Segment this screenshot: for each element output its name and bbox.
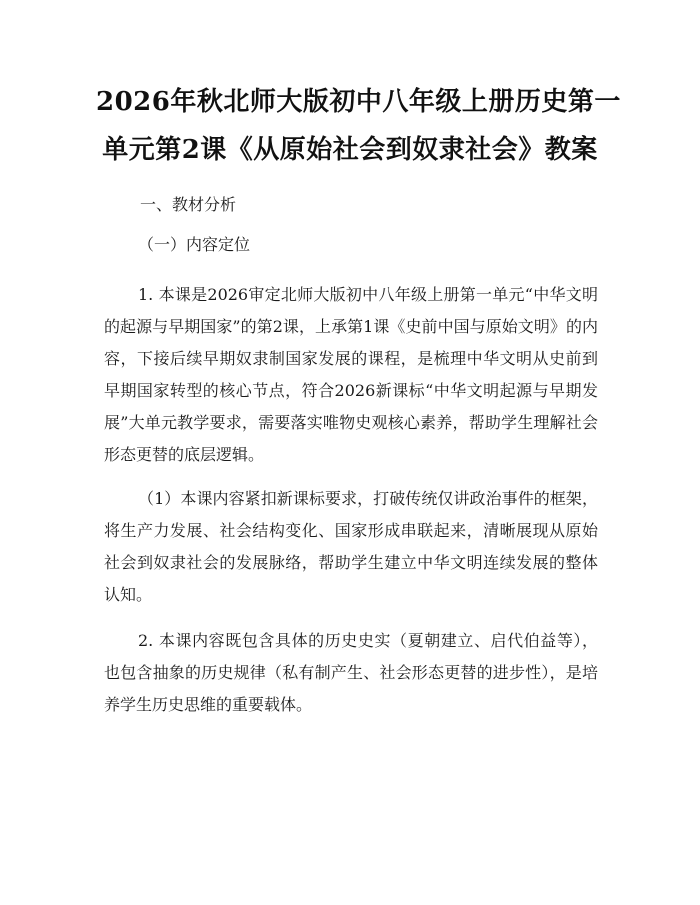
document-body	[104, 185, 598, 721]
paragraph-2: （1）本课内容紧扣新课标要求，打破传统仅讲政治事件的框架，将生产力发展、社会结构变化、国家形成串联起来，清晰展现从原始社会到奴隶社会的发展脉络，帮助学生建立中华文明连续发展的整体认知。	[104, 489, 598, 604]
title-line-1: 2026年秋北师大版初中八年级上册历史第一	[96, 87, 621, 117]
subsection-heading: （一）内容定位	[138, 235, 251, 254]
section-heading: 一、教材分析	[140, 195, 237, 214]
spacer	[104, 471, 598, 483]
document-title	[96, 78, 621, 174]
spacer	[104, 265, 598, 279]
title-line-2: 单元第2课《从原始社会到奴隶社会》教案	[102, 135, 598, 165]
spacer	[104, 611, 598, 625]
paragraph-1: 1. 本课是2026审定北师大版初中八年级上册第一单元“中华文明的起源与早期国家”的第2课，上承第1课《史前中国与原始文明》的内容，下接后续早期奴隶制国家发展的课程，是梳理中华文明从史前到早期国家转型的核心节点，符合2026新课标“中华文明起源与早期发展”大单元教学要求，需要落实唯物史观核心素养，帮助学生理解社会形态更替的底层逻辑。	[104, 285, 598, 464]
paragraph-3: 2. 本课内容既包含具体的历史史实（夏朝建立、启代伯益等），也包含抽象的历史规律（私有制产生、社会形态更替的进步性），是培养学生历史思维的重要载体。	[104, 631, 598, 714]
